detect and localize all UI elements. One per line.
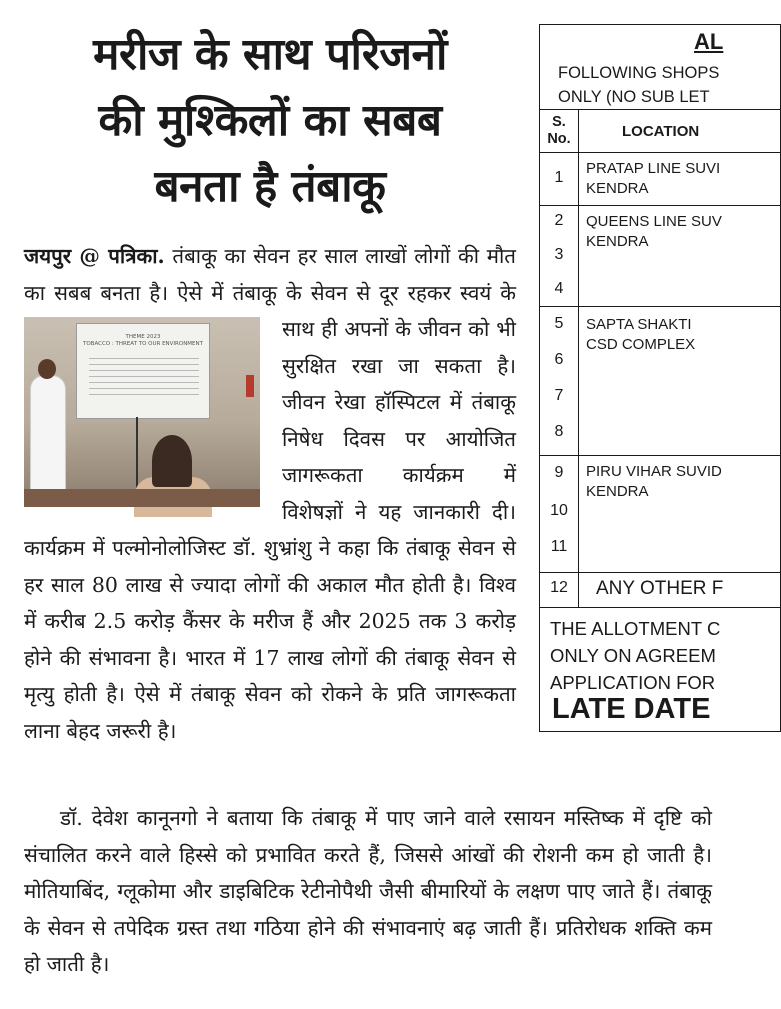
row-number: 1 (554, 169, 564, 186)
article-paragraph-2: डॉ. देवेश कानूनगो ने बताया कि तंबाकू में पाए जाने वाले रसायन मस्तिष्क में दृष्टि को संचालित करने वाले हिस्से को प्रभावित करते हैं, जिससे आंखों की रोशनी कम हो जाती है। मोतियाबिंद, ग्लूकोमा और डाइबिटिक रेटीनोपैथी जैसी बीमारियों के लक्षण पाए जाते हैं। तंबाकू के सेवन से तपेदिक ग्रस्त तथा गठिया होने की संभावनाएं बढ़ जाती हैं। प्रतिरोधक शक्ति कम हो जाती है। (24, 806, 712, 976)
floor (24, 489, 260, 507)
row-number: 7 (554, 387, 564, 404)
notice-footer: THE ALLOTMENT C ONLY ON AGREEM APPLICATION FOR (550, 618, 721, 693)
header-sno: S. No. (547, 114, 571, 147)
table-header-row (540, 110, 780, 153)
headline (22, 22, 518, 220)
event-photo (24, 317, 260, 507)
audience-head (152, 435, 192, 487)
header-location: LOCATION (622, 123, 700, 140)
row-number: 4 (554, 280, 564, 297)
screen-theme-subtitle: TOBACCO : THREAT TO OUR ENVIRONMENT (82, 341, 204, 347)
screen-bullets (89, 358, 199, 398)
notice-table (540, 109, 780, 608)
article-text-main: को भी सुरक्षित रखा जा सकता है। जीवन रेखा हॉस्पिटल में तंबाकू निषेध दिवस पर आयोजित जागरूकता कार्यक्रम में विशेषज्ञों ने यह जानकारी दी। कार्यक्रम में पल्मोनोलोजिस्ट डॉ. शुभ्रांशु ने कहा कि तंबाकू सेवन से हर साल 80 लाख से ज्यादा लोगों की अकाल मौत होती है। विश्व में करीब 2.5 करोड़ कैंसर के मरीज हैं और 2025 तक 3 करोड़ होने की संभावना है। भारत में 17 लाख लोगों की तंबाकू सेवन से मृत्यु होती है। ऐसे में तंबाकू सेवन को रोकने के प्रति जागरूकता लाना बेहद जरूरी है। (24, 317, 516, 743)
wall-fixture (246, 375, 254, 397)
notice-subtitle (558, 61, 719, 109)
row-number: 10 (550, 502, 568, 519)
dateline: जयपुर @ पत्रिका. (24, 244, 165, 268)
row-number: 9 (554, 464, 564, 481)
row-number: 8 (554, 423, 564, 440)
late-date-label: LATE DATE (552, 693, 711, 725)
table-row (540, 206, 780, 307)
row-location: ANY OTHER F (596, 578, 724, 599)
table-row (540, 307, 780, 456)
row-number: 5 (554, 315, 564, 332)
notice-box (539, 24, 781, 732)
table-row (540, 456, 780, 573)
projector-screen (76, 323, 210, 419)
doctor-figure (30, 375, 66, 495)
headline-line-3: बनता है तंबाकू (154, 161, 386, 212)
screen-theme-text: THEME 2023 (125, 334, 161, 340)
row-number: 3 (554, 246, 564, 263)
row-number: 2 (554, 212, 564, 229)
article-body (24, 238, 516, 749)
doctor-head (38, 359, 56, 379)
row-location: PRATAP LINE SUVI KENDRA (586, 160, 721, 197)
row-number: 11 (550, 538, 568, 555)
notice-title: AL (694, 29, 724, 54)
table-row (540, 153, 780, 206)
headline-line-2: की मुश्किलों का सबब (98, 95, 442, 146)
notice-subtitle-line-2: ONLY (NO SUB LET (558, 88, 710, 106)
article-text-intro: तंबाकू का सेवन हर साल लाखों लोगों की मौत का सबब बनता है। ऐसे में तंबाकू के सेवन से दूर रहकर स्वयं के साथ ही अपनों के जीवन (24, 244, 516, 341)
headline-line-1: मरीज के साथ परिजनों (93, 29, 447, 80)
row-number: 12 (550, 579, 568, 596)
row-number: 6 (554, 351, 564, 368)
row-location: SAPTA SHAKTI CSD COMPLEX (586, 316, 696, 353)
notice-subtitle-line-1: FOLLOWING SHOPS (558, 64, 720, 82)
table-row (540, 573, 780, 608)
row-location: QUEENS LINE SUV KENDRA (586, 213, 722, 250)
row-location: PIRU VIHAR SUVID KENDRA (586, 463, 722, 500)
